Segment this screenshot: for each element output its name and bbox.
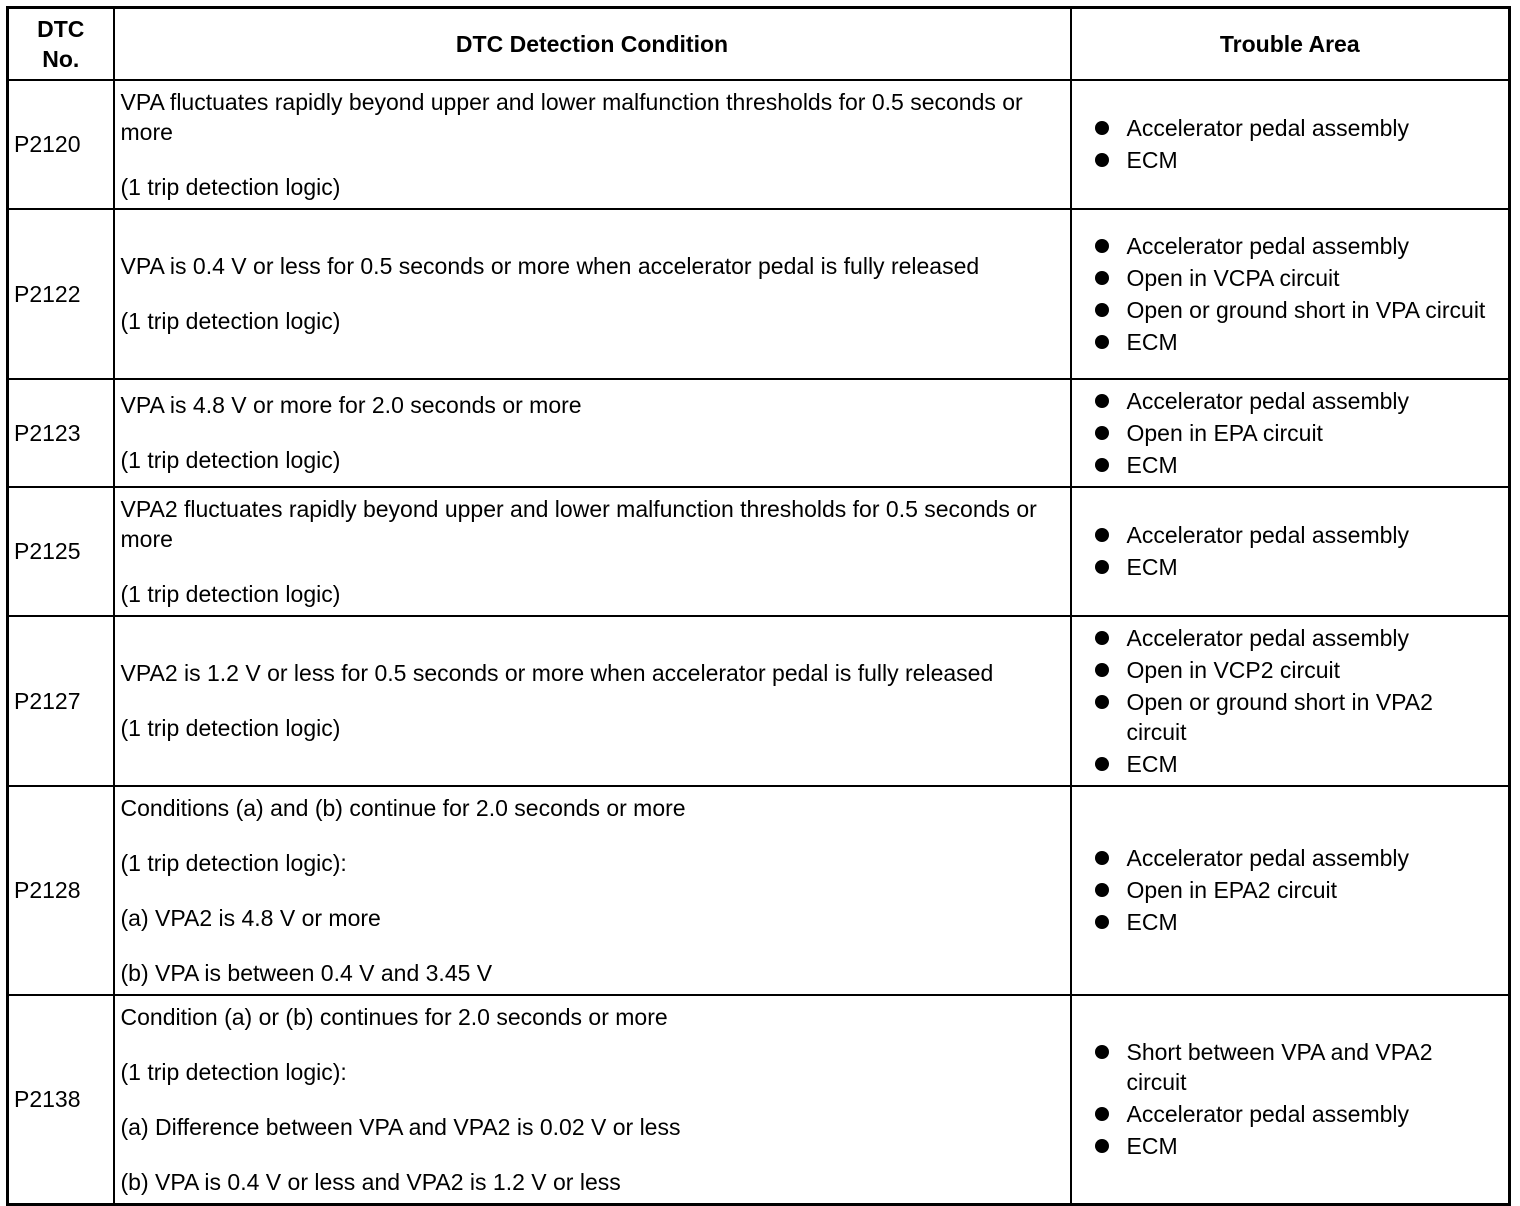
- trouble-area-cell: [1071, 487, 1510, 616]
- bullet-icon: [1095, 663, 1109, 677]
- bullet-icon: [1095, 757, 1109, 771]
- detection-condition-cell: [114, 80, 1071, 209]
- trouble-area-item: [1094, 623, 1499, 653]
- trouble-area-list: [1094, 843, 1499, 937]
- trouble-area-item: [1094, 907, 1499, 937]
- header-condition: DTC Detection Condition: [114, 8, 1071, 80]
- bullet-icon: [1095, 426, 1109, 440]
- trouble-area-item: [1094, 263, 1499, 293]
- trouble-area-list: [1094, 386, 1499, 480]
- trouble-area-cell: [1071, 995, 1510, 1205]
- trouble-area-item: [1094, 418, 1499, 448]
- dtc-table: [6, 6, 1511, 1206]
- detection-condition-cell: [114, 995, 1071, 1205]
- trouble-area-item: [1094, 450, 1499, 480]
- bullet-icon: [1095, 695, 1109, 709]
- trouble-area-cell: [1071, 209, 1510, 379]
- table-row: [8, 995, 1510, 1205]
- detection-condition-text: VPA is 0.4 V or less for 0.5 seconds or more when accelerator pedal is fully released: [120, 253, 980, 279]
- detection-condition-text: (1 trip detection logic): [120, 715, 341, 741]
- bullet-icon: [1095, 1045, 1109, 1059]
- detection-condition-text: Conditions (a) and (b) continue for 2.0 seconds or more: [120, 794, 686, 821]
- trouble-area-text: Open in VCPA circuit: [1126, 264, 1340, 291]
- bullet-icon: [1095, 915, 1109, 929]
- trouble-area-text: Open in EPA2 circuit: [1126, 877, 1338, 903]
- header-row: [8, 8, 1510, 80]
- trouble-area-text: Open in VCP2 circuit: [1126, 656, 1340, 683]
- trouble-area-text: Accelerator pedal assembly: [1126, 387, 1410, 414]
- header-trouble-area: Trouble Area: [1071, 8, 1510, 80]
- detection-condition-cell: [114, 786, 1071, 995]
- trouble-area-item: [1094, 1099, 1499, 1129]
- dtc-code: P2123: [8, 379, 114, 487]
- table-row: [8, 786, 1510, 995]
- trouble-area-item: [1094, 113, 1499, 143]
- trouble-area-text: ECM: [1126, 909, 1178, 935]
- detection-condition-text: VPA2 is 1.2 V or less for 0.5 seconds or more when accelerator pedal is fully released: [120, 660, 994, 686]
- trouble-area-text: ECM: [1126, 1133, 1178, 1159]
- detection-condition-text: (b) VPA is 0.4 V or less and VPA2 is 1.2 V or less: [120, 1168, 621, 1195]
- bullet-icon: [1095, 303, 1109, 317]
- trouble-area-list: [1094, 231, 1499, 357]
- bullet-icon: [1095, 271, 1109, 285]
- detection-condition-text: VPA2 fluctuates rapidly beyond upper and lower malfunction thresholds for 0.5 seconds or more: [120, 495, 1037, 552]
- trouble-area-text: ECM: [1126, 750, 1178, 777]
- trouble-area-item: [1094, 295, 1499, 325]
- detection-condition-cell: [114, 487, 1071, 616]
- bullet-icon: [1095, 458, 1109, 472]
- trouble-area-list: [1094, 623, 1499, 779]
- trouble-area-text: ECM: [1126, 328, 1178, 355]
- table-row: [8, 379, 1510, 487]
- detection-condition-cell: [114, 616, 1071, 786]
- bullet-icon: [1095, 335, 1109, 349]
- trouble-area-text: Open or ground short in VPA circuit: [1126, 296, 1486, 323]
- detection-condition-text: (1 trip detection logic): [120, 580, 341, 607]
- trouble-area-item: [1094, 1037, 1499, 1097]
- table-row: [8, 80, 1510, 209]
- bullet-icon: [1095, 1139, 1109, 1153]
- trouble-area-item: [1094, 875, 1499, 905]
- detection-condition-text: (1 trip detection logic):: [120, 1058, 347, 1085]
- dtc-code: P2127: [8, 616, 114, 786]
- detection-condition-text: (a) Difference between VPA and VPA2 is 0.02 V or less: [120, 1113, 681, 1140]
- header-dtc-no-line1: DTC: [37, 15, 85, 42]
- trouble-area-text: ECM: [1126, 451, 1178, 478]
- trouble-area-item: [1094, 386, 1499, 416]
- trouble-area-text: Accelerator pedal assembly: [1126, 845, 1410, 871]
- trouble-area-item: [1094, 1131, 1499, 1161]
- bullet-icon: [1095, 121, 1109, 135]
- bullet-icon: [1095, 560, 1109, 574]
- detection-condition-text: (b) VPA is between 0.4 V and 3.45 V: [120, 959, 493, 986]
- trouble-area-item: [1094, 687, 1499, 747]
- detection-condition-text: (a) VPA2 is 4.8 V or more: [120, 904, 381, 931]
- detection-condition-text: (1 trip detection logic): [120, 447, 341, 473]
- bullet-icon: [1095, 153, 1109, 167]
- trouble-area-item: [1094, 520, 1499, 550]
- bullet-icon: [1095, 851, 1109, 865]
- header-dtc-no: [8, 8, 114, 80]
- bullet-icon: [1095, 239, 1109, 253]
- trouble-area-item: [1094, 843, 1499, 873]
- trouble-area-cell: [1071, 616, 1510, 786]
- table-body: [8, 80, 1510, 1205]
- detection-condition-text: Condition (a) or (b) continues for 2.0 seconds or more: [120, 1003, 668, 1030]
- trouble-area-text: Accelerator pedal assembly: [1126, 232, 1410, 259]
- detection-condition-text: (1 trip detection logic):: [120, 849, 347, 876]
- detection-condition-text: VPA is 4.8 V or more for 2.0 seconds or more: [120, 392, 582, 418]
- bullet-icon: [1095, 394, 1109, 408]
- trouble-area-item: [1094, 231, 1499, 261]
- table-row: [8, 209, 1510, 379]
- bullet-icon: [1095, 631, 1109, 645]
- dtc-code: P2125: [8, 487, 114, 616]
- trouble-area-list: [1094, 1037, 1499, 1161]
- trouble-area-cell: [1071, 786, 1510, 995]
- trouble-area-list: [1094, 520, 1499, 582]
- table-row: [8, 487, 1510, 616]
- dtc-code: P2122: [8, 209, 114, 379]
- trouble-area-text: Accelerator pedal assembly: [1126, 624, 1410, 651]
- trouble-area-text: Accelerator pedal assembly: [1126, 522, 1410, 548]
- bullet-icon: [1095, 528, 1109, 542]
- detection-condition-cell: [114, 379, 1071, 487]
- trouble-area-text: Accelerator pedal assembly: [1126, 115, 1410, 141]
- bullet-icon: [1095, 1107, 1109, 1121]
- trouble-area-text: Accelerator pedal assembly: [1126, 1101, 1410, 1127]
- header-dtc-no-line2: No.: [42, 45, 80, 72]
- dtc-code: P2128: [8, 786, 114, 995]
- trouble-area-text: Open in EPA circuit: [1126, 419, 1323, 446]
- detection-condition-text: (1 trip detection logic): [120, 308, 341, 334]
- bullet-icon: [1095, 883, 1109, 897]
- dtc-code: P2120: [8, 80, 114, 209]
- detection-condition-cell: [114, 209, 1071, 379]
- trouble-area-item: [1094, 749, 1499, 779]
- trouble-area-text: ECM: [1126, 554, 1178, 580]
- trouble-area-text: ECM: [1126, 147, 1178, 173]
- table-row: [8, 616, 1510, 786]
- trouble-area-item: [1094, 327, 1499, 357]
- detection-condition-text: (1 trip detection logic): [120, 173, 341, 200]
- trouble-area-cell: [1071, 379, 1510, 487]
- trouble-area-text: Short between VPA and VPA2 circuit: [1126, 1039, 1433, 1095]
- trouble-area-cell: [1071, 80, 1510, 209]
- trouble-area-text: Open or ground short in VPA2 circuit: [1126, 688, 1433, 745]
- dtc-code: P2138: [8, 995, 114, 1205]
- trouble-area-list: [1094, 113, 1499, 175]
- detection-condition-text: VPA fluctuates rapidly beyond upper and lower malfunction thresholds for 0.5 seconds or more: [120, 88, 1023, 145]
- trouble-area-item: [1094, 655, 1499, 685]
- trouble-area-item: [1094, 145, 1499, 175]
- trouble-area-item: [1094, 552, 1499, 582]
